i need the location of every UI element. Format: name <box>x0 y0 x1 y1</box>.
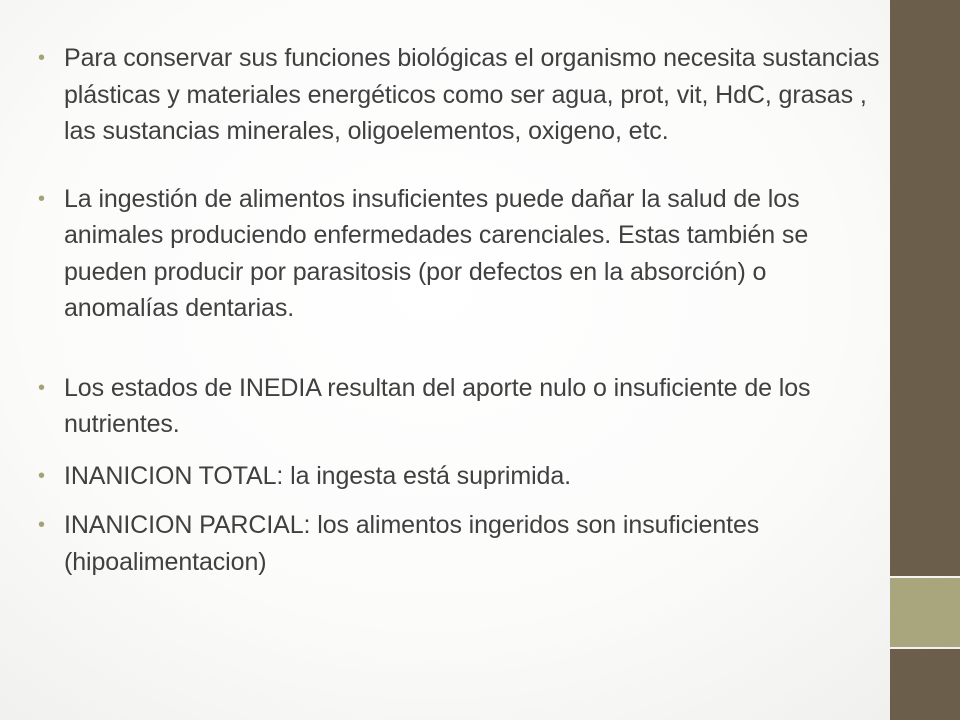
side-bar-dark-bottom <box>890 649 960 720</box>
bullet-marker: • <box>38 514 45 536</box>
bullet-item-1 <box>38 40 883 150</box>
bullet-item-5 <box>38 507 883 580</box>
bullet-text: INANICION TOTAL: la ingesta está suprimida. <box>64 461 572 490</box>
bullet-marker: • <box>38 187 45 210</box>
bullet-item-2 <box>38 181 883 327</box>
bullet-item-3 <box>38 370 883 443</box>
bullet-text: Los estados de INEDIA resultan del aporte nulo o insuficiente de los nutrientes. <box>64 373 811 438</box>
bullet-marker: • <box>38 464 45 487</box>
bullet-text: Para conservar sus funciones biológicas el organismo necesita sustancias plásticas y materiales energéticos como ser agua, prot, vit, HdC, grasas , las sustancias minerales, oligoelementos, oxigeno, etc. <box>64 44 880 145</box>
bullet-marker: • <box>38 376 45 399</box>
bullet-list <box>38 40 883 580</box>
bullet-item-4 <box>38 458 883 495</box>
side-bar-dark-top <box>890 0 960 576</box>
bullet-text: INANICION PARCIAL: los alimentos ingeridos son insuficientes (hipoalimentacion) <box>64 511 760 576</box>
side-bar-accent-block <box>890 578 960 647</box>
bullet-marker: • <box>38 47 45 69</box>
bullet-text: La ingestión de alimentos insuficientes puede dañar la salud de los animales produciendo enfermedades carenciales. Estas también se pueden producir por parasitosis (por defectos en la absorción) o anomalías dentarias. <box>64 184 809 322</box>
decorative-side-bar <box>890 0 960 720</box>
